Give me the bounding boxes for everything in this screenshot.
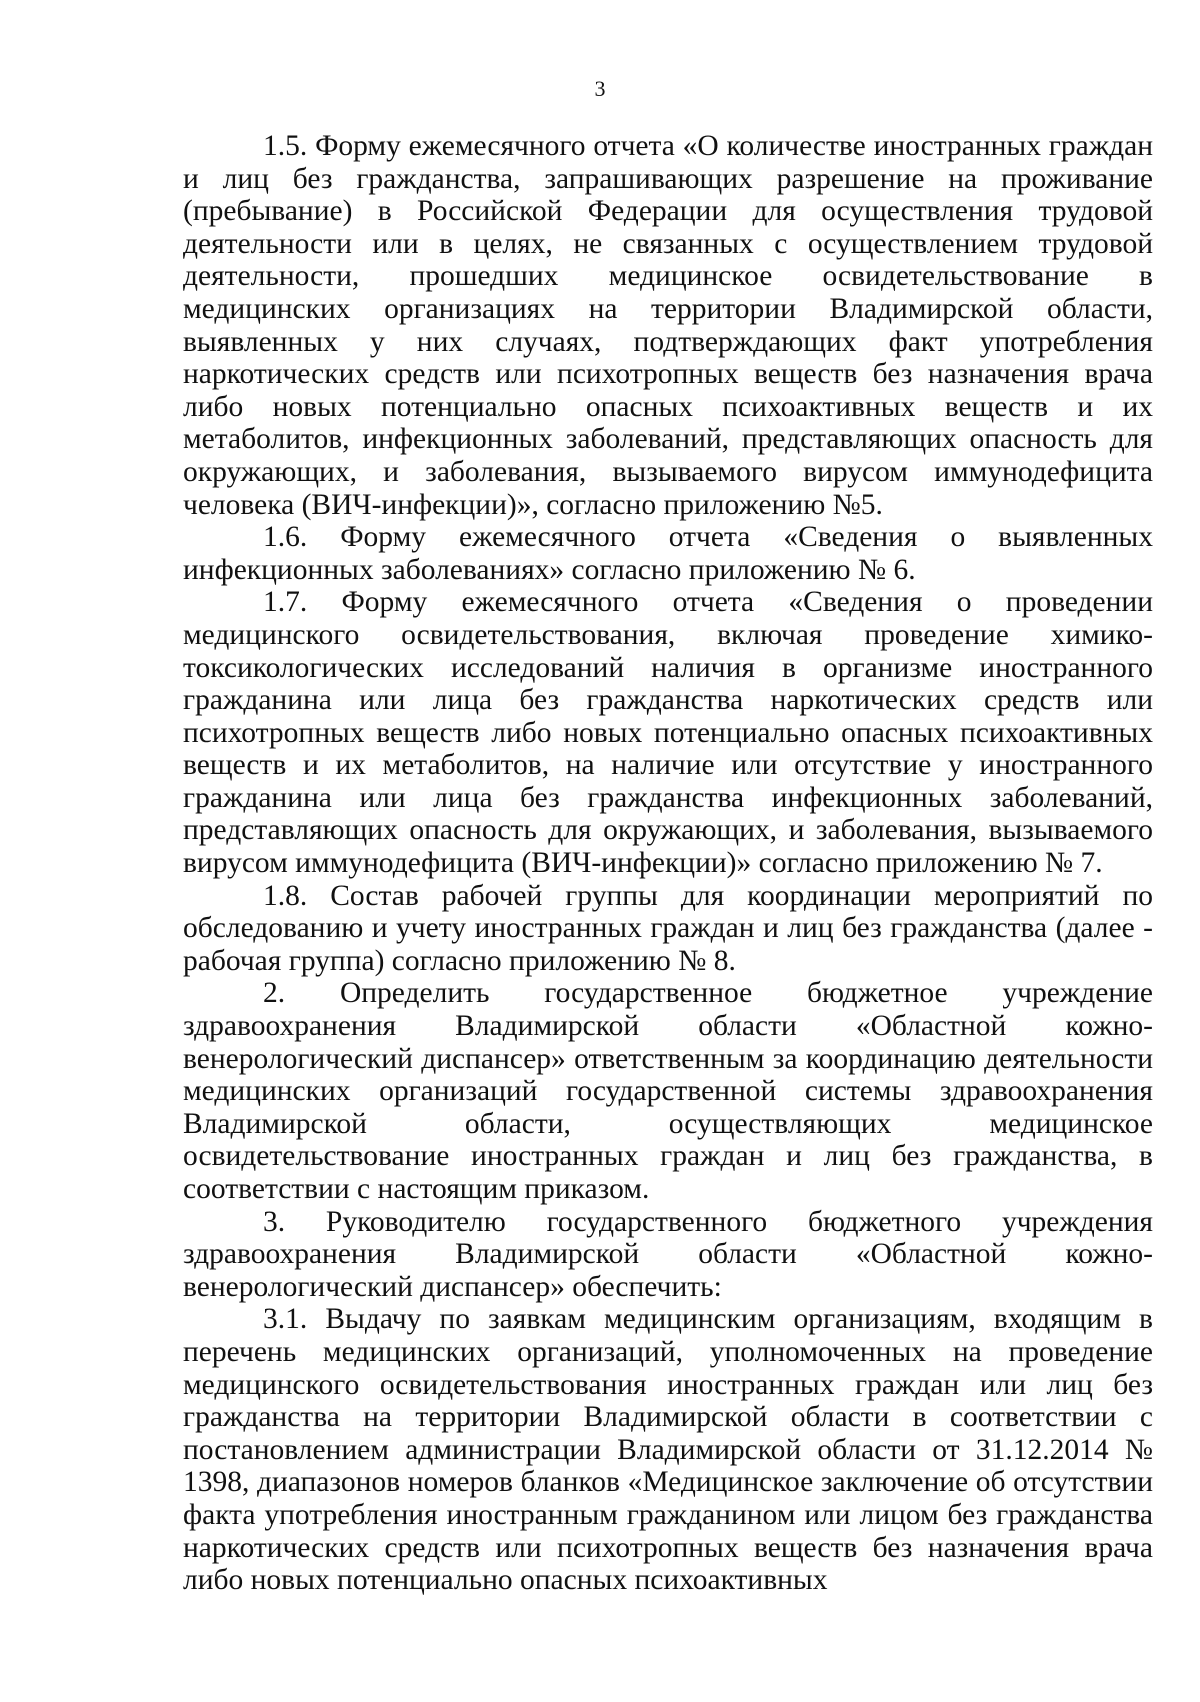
paragraph-2: 2. Определить государственное бюджетное учреждение здравоохранения Владимирской области «Областной кожно-венерологический диспансер» ответственным за координацию деятельности медицинских организаций государственной системы здравоохранения Владимирской области, осуществляющих медицинское освидетельствование иностранных граждан и лиц без гражданства, в соответствии с настоящим приказом.	[183, 977, 1153, 1205]
paragraph-3-1: 3.1. Выдачу по заявкам медицинским организациям, входящим в перечень медицинских организаций, уполномоченных на проведение медицинского освидетельствования иностранных граждан или лиц без гражданства на территории Владимирской области в соответствии с постановлением администрации Владимирской области от 31.12.2014 № 1398, диапазонов номеров бланков «Медицинское заключение об отсутствии факта употребления иностранным гражданином или лицом без гражданства наркотических средств или психотропных веществ без назначения врача либо новых потенциально опасных психоактивных	[183, 1303, 1153, 1597]
paragraph-3: 3. Руководителю государственного бюджетного учреждения здравоохранения Владимирской области «Областной кожно-венерологический диспансер» обеспечить:	[183, 1205, 1153, 1303]
paragraph-1-7: 1.7. Форму ежемесячного отчета «Сведения о проведении медицинского освидетельствования, включая проведение химико-токсикологических исследований наличия в организме иностранного гражданина или лица без гражданства наркотических средств или психотропных веществ либо новых потенциально опасных психоактивных веществ и их метаболитов, на наличие или отсутствие у иностранного гражданина или лица без гражданства инфекционных заболеваний, представляющих опасность для окружающих, и заболевания, вызываемого вирусом иммунодефицита (ВИЧ-инфекции)» согласно приложению № 7.	[183, 586, 1153, 880]
paragraph-1-5: 1.5. Форму ежемесячного отчета «О количестве иностранных граждан и лиц без гражданства, запрашивающих разрешение на проживание (пребывание) в Российской Федерации для осуществления трудовой деятельности или в целях, не связанных с осуществлением трудовой деятельности, прошедших медицинское освидетельствование в медицинских организациях на территории Владимирской области, выявленных у них случаях, подтверждающих факт употребления наркотических средств или психотропных веществ без назначения врача либо новых потенциально опасных психоактивных веществ и их метаболитов, инфекционных заболеваний, представляющих опасность для окружающих, и заболевания, вызываемого вирусом иммунодефицита человека (ВИЧ-инфекции)», согласно приложению №5.	[183, 130, 1153, 521]
paragraph-1-6: 1.6. Форму ежемесячного отчета «Сведения о выявленных инфекционных заболеваниях» согласно приложению № 6.	[183, 521, 1153, 586]
page-number: 3	[594, 76, 606, 101]
document-body	[183, 130, 1153, 1597]
paragraph-1-8: 1.8. Состав рабочей группы для координации мероприятий по обследованию и учету иностранных граждан и лиц без гражданства (далее - рабочая группа) согласно приложению № 8.	[183, 879, 1153, 977]
